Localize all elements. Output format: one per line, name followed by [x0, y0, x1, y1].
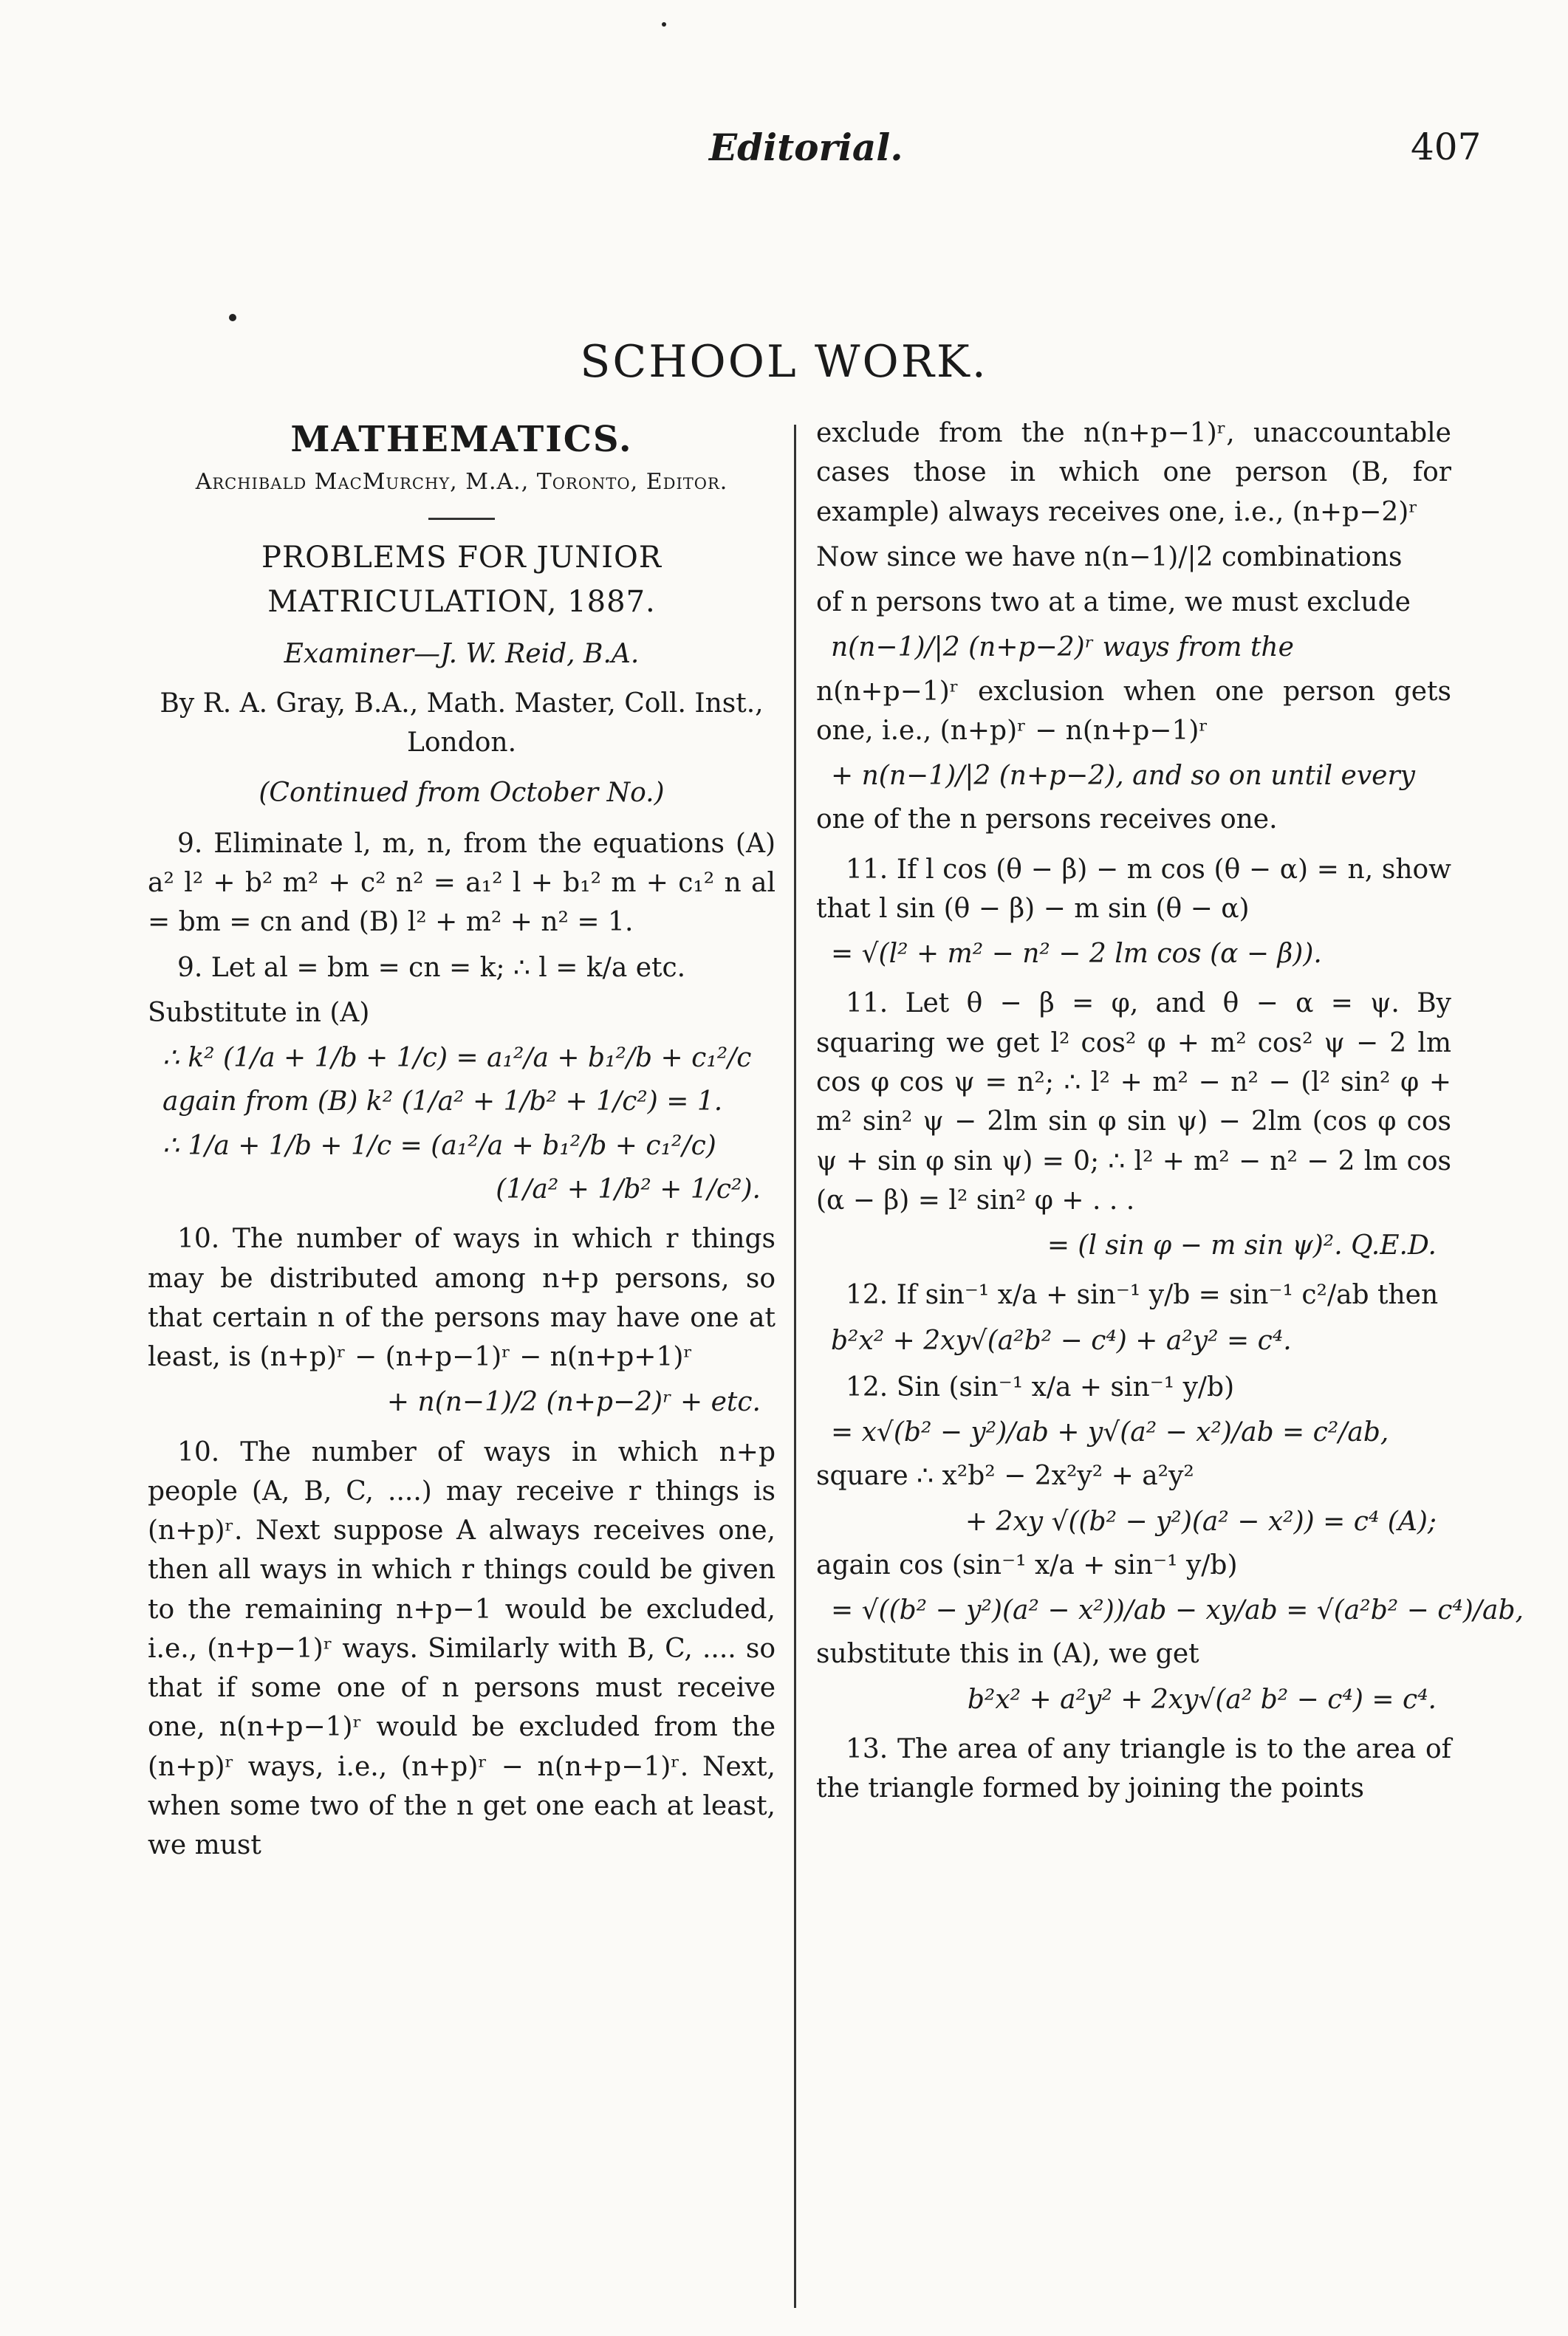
problem-12-question: 12. If sin⁻¹ x/a + sin⁻¹ y/b = sin⁻¹ c²/ab then — [846, 1280, 1439, 1311]
problem-9-solution-line: 9. Let al = bm = cn = k; ∴ l = k/a etc. — [177, 952, 686, 983]
problem-13-question: 13. The area of any triangle is to the area of the triangle formed by joining the points — [816, 1733, 1451, 1804]
problem-10-solution-cont: Now since we have n(n−1)/|2 combinations — [816, 541, 1403, 572]
equation: = √((b² − y²)(a² − x²))/ab − xy/ab = √(a²b² − c⁴)/ab, — [831, 1595, 1524, 1626]
author-line: By R. A. Gray, B.A., Math. Master, Coll. Inst., London. — [160, 688, 764, 758]
problem-11-question: 11. If l cos (θ − β) − m cos (θ − α) = n, show that l sin (θ − β) − m sin (θ − α) — [816, 854, 1451, 924]
equation: + 2xy √((b² − y²)(a² − x²)) = c⁴ (A); — [965, 1506, 1437, 1537]
problem-10-solution: 10. The number of ways in which n+p people (A, B, C, ....) may receive r things is (n+p)ʳ. Next suppose A always receives one, then all ways in which r things could be given to the remaining n+p−1 would be excluded, i.e., (n+p−1)ʳ ways. Similarly with B, C, .... so that if some one of n persons must receive one, n(n+p−1)ʳ would be excluded from the (n+p)ʳ ways, i.e., (n+p)ʳ − n(n+p−1)ʳ. Next, when some two of the n get one each at least, we must — [148, 1436, 776, 1861]
equation: = √(l² + m² − n² − 2 lm cos (α − β)). — [831, 939, 1322, 970]
problem-9-solution-line: Substitute in (A) — [148, 997, 370, 1028]
column-rule — [794, 425, 796, 2308]
equation: ∴ 1/a + 1/b + 1/c = (a₁²/a + b₁²/b + c₁²/c) — [162, 1130, 716, 1161]
ink-dot — [662, 22, 666, 27]
problem-10-solution-cont: n(n+p−1)ʳ exclusion when one person gets one, i.e., (n+p)ʳ − n(n+p−1)ʳ — [816, 676, 1451, 746]
equation: = (l sin φ − m sin ψ)². Q.E.D. — [1047, 1230, 1437, 1261]
problem-11-solution: 11. Let θ − β = φ, and θ − α = ψ. By squaring we get l² cos² φ + m² cos² ψ − 2 lm cos φ cos ψ = n²; ∴ l² + m² − n² − (l² sin² φ + m² sin² ψ − 2lm sin φ sin ψ) − 2lm (cos φ cos ψ + sin φ sin ψ) = 0; ∴ l² + m² − n² − 2 lm cos (α − β) = l² sin² φ + . . . — [816, 988, 1451, 1216]
problem-12-solution-line: 12. Sin (sin⁻¹ x/a + sin⁻¹ y/b) — [846, 1371, 1235, 1402]
equation: ∴ k² (1/a + 1/b + 1/c) = a₁²/a + b₁²/b + c₁²/c — [162, 1043, 752, 1074]
section-title: SCHOOL WORK. — [580, 336, 988, 388]
short-rule — [428, 518, 495, 520]
problem-10-solution-cont: of n persons two at a time, we must exclude — [816, 587, 1411, 618]
column-heading: MATHEMATICS. — [290, 419, 633, 460]
left-column — [148, 414, 776, 1871]
problem-10-solution-cont: exclude from the n(n+p−1)ʳ, unaccountable cases those in which one person (B, for example) always receives one, i.e., (n+p−2)ʳ — [816, 418, 1451, 527]
problems-heading: PROBLEMS FOR JUNIOR MATRICULATION, 1887. — [261, 541, 662, 619]
running-head: Editorial. — [709, 126, 903, 169]
problem-10-question: 10. The number of ways in which r things may be distributed among n+p persons, so that certain n of the persons may have one at least, is (n+p)ʳ − (n+p−1)ʳ − n(n+p+1)ʳ — [148, 1224, 776, 1373]
equation: + n(n−1)/2 (n+p−2)ʳ + etc. — [386, 1387, 761, 1418]
ink-dot — [229, 314, 236, 321]
problem-12-solution-line: substitute this in (A), we get — [816, 1639, 1199, 1670]
examiner-line: Examiner—J. W. Reid, B.A. — [284, 638, 640, 669]
right-column — [816, 414, 1524, 1815]
equation: = x√(b² − y²)/ab + y√(a² − x²)/ab = c²/ab, — [831, 1417, 1389, 1448]
equation: b²x² + 2xy√(a²b² − c⁴) + a²y² = c⁴. — [831, 1325, 1292, 1356]
equation: again from (B) k² (1/a² + 1/b² + 1/c²) = 1. — [162, 1086, 723, 1117]
continued-note: (Continued from October No.) — [259, 777, 665, 808]
equation: b²x² + a²y² + 2xy√(a² b² − c⁴) = c⁴. — [967, 1684, 1437, 1715]
equation: (1/a² + 1/b² + 1/c²). — [496, 1174, 761, 1205]
editor-line: Archibald MacMurchy, M.A., Toronto, Editor. — [195, 469, 728, 496]
problem-10-solution-cont: one of the n persons receives one. — [816, 804, 1278, 835]
problem-12-solution-line: again cos (sin⁻¹ x/a + sin⁻¹ y/b) — [816, 1549, 1238, 1580]
problem-9-question: 9. Eliminate l, m, n, from the equations (A) a² l² + b² m² + c² n² = a₁² l + b₁² m + c₁² n al = bm = cn and (B) l² + m² + n² = 1. — [148, 828, 776, 938]
equation: + n(n−1)/|2 (n+p−2), and so on until every — [831, 761, 1416, 792]
problem-12-solution-line: square ∴ x²b² − 2x²y² + a²y² — [816, 1461, 1194, 1492]
page-number: 407 — [1411, 126, 1482, 168]
equation: n(n−1)/|2 (n+p−2)ʳ ways from the — [831, 632, 1294, 663]
